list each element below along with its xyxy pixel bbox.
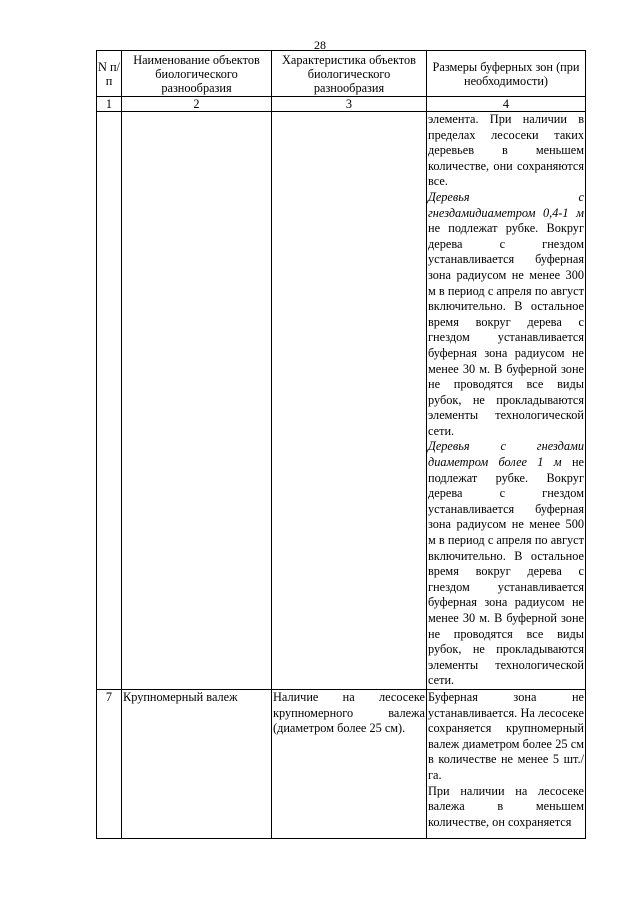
buffer-paragraph: элемента. При наличии в пределах лесосеки таких деревьев в меньшем количестве, они сохраняются все. — [428, 112, 584, 189]
buffer-paragraph — [428, 439, 584, 689]
column-number-row — [97, 97, 586, 112]
row-characteristic: Наличие на лесосеке крупномерного валежа (диаметром более 25 см). — [272, 689, 427, 838]
row-object-name — [122, 112, 272, 690]
buffer-paragraph: При наличии на лесосеке валежа в меньшем количестве, он сохраняется — [428, 783, 584, 829]
page-number: 28 — [314, 38, 326, 52]
row-buffer-zone — [427, 689, 586, 838]
row-characteristic — [272, 112, 427, 690]
row-object-name: Крупномерный валеж — [122, 689, 272, 838]
header-characteristic: Характеристика объектов биологического разнообразия — [272, 51, 427, 97]
column-number: 3 — [272, 97, 427, 112]
italic-heading: Деревья с гнездами диаметром более 1 м — [428, 439, 584, 470]
paragraph-text: не подлежат рубке. Вокруг дерева с гнездом устанавливается буферная зона радиусом не менее 500 м в период с апреля по август включительно. В остальное время вокруг дерева с гнездом устанавливается буферная зона радиусом не менее 30 м. В буферной зоне не проводятся все виды рубок, не прокладываются элементы технологической сети. — [428, 455, 584, 688]
biodiversity-table — [96, 50, 586, 839]
column-number: 2 — [122, 97, 272, 112]
row-buffer-zone — [427, 112, 586, 690]
header-number: N п/п — [97, 51, 122, 97]
column-number: 4 — [427, 97, 586, 112]
column-number: 1 — [97, 97, 122, 112]
table-header-row — [97, 51, 586, 97]
row-number: 7 — [97, 689, 122, 838]
table-row — [97, 689, 586, 838]
table-row — [97, 112, 586, 690]
buffer-paragraph: Буферная зона не устанавливается. На лесосеке сохраняется крупномерный валеж диаметром более 25 см в количестве не менее 5 шт./га. — [428, 689, 584, 782]
buffer-paragraph — [428, 190, 584, 440]
italic-heading: Деревья с гнездамидиаметром 0,4-1 м — [428, 189, 584, 220]
paragraph-text: не подлежат рубке. Вокруг дерева с гнездом устанавливается буферная зона радиусом не менее 300 м в период с апреля по август включительно. В остальное время вокруг дерева с гнездом устанавливается буферная зона радиусом не менее 30 м. В буферной зоне не проводятся все виды рубок, не прокладываются элементы технологической сети. — [428, 221, 584, 438]
header-buffer-zone: Размеры буферных зон (при необходимости) — [427, 51, 586, 97]
header-object-name: Наименование объектов биологического разнообразия — [122, 51, 272, 97]
row-number — [97, 112, 122, 690]
